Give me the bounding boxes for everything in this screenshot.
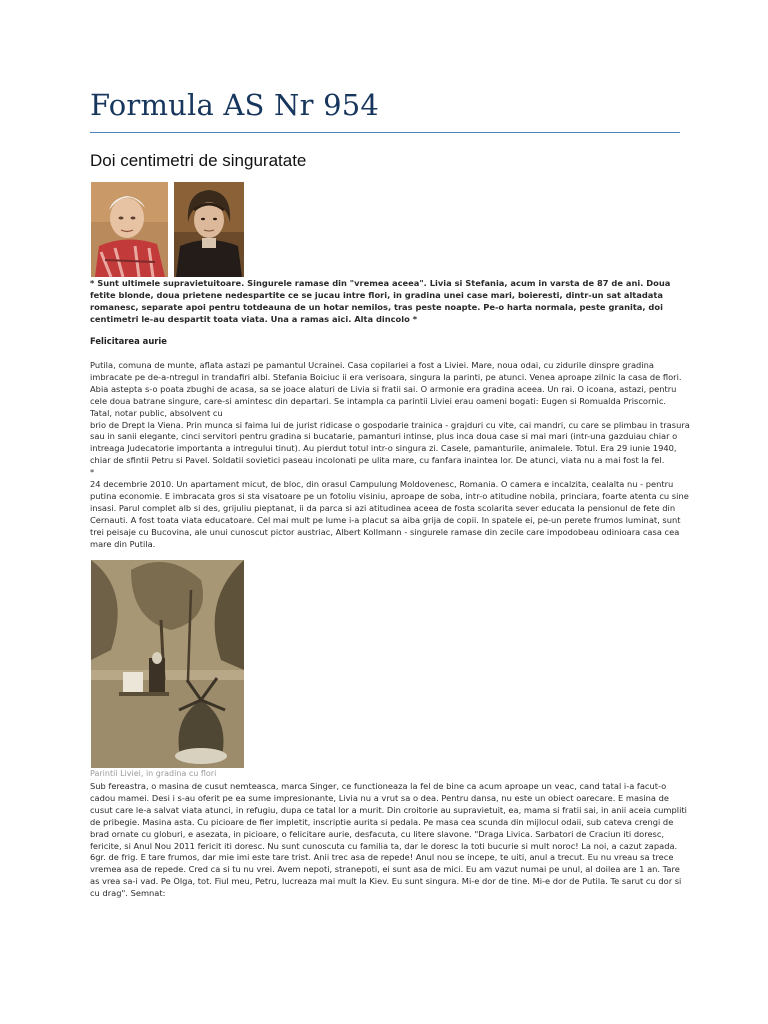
article-intro (90, 278, 690, 326)
article-body-part2 (90, 781, 690, 900)
paragraph: Putila, comuna de munte, aflata astazi pe pamantul Ucrainei. Casa copilariei a fost a Liviei. Mare, noua odai, cu zidurile dinspre gradina imbracate pe de-a-ntregul in trandafiri albi. Stefania Boiciuc ii era verisoara, singura la parinti, pe atunci. Venea aproape zilnic la casa de flori. Abia astepta s-o poata zbughi de acasa, sa se joace alaturi de Livia si fratii sai. O armonie era gradina aceea. Un rai. O icoana, astazi, pentru cele doua batrane singure, care-si amintesc din departari. Se intampla ca parintii Liviei erau oameni bogati: Eugen si Romualda Priscornic. Tatal, notar public, absolvent cu (90, 360, 682, 418)
garden-photo (91, 560, 244, 768)
photo-caption: Parintii Liviei, in gradina cu flori (90, 769, 217, 778)
portrait-photo-stefania (174, 182, 244, 277)
article-body-part1 (90, 360, 690, 551)
paragraph: brio de Drept la Viena. Prin munca si faima lui de jurist ridicase o gospodarie trainica - grajduri cu vite, cai mandri, cu care se plimbau in trasura sau in sanii elegante, cinci servitori pentru gradina si bucatarie, pamanturi intinse, plus inca doua case si mai mari (intr-una gazduiau chiar o intreaga Judecatorie importanta a intregului tinut). Au pierdut totul intr-o singura zi. Casele, pamanturile, animalele. Totul. Era 29 iunie 1940, chiar de sfintii Petru si Pavel. Soldatii sovietici paseau incolonati pe ulita mare, cu fanfara inaintea lor. De atunci, viata nu a mai fost la fel. (90, 419, 690, 466)
title-divider (90, 132, 680, 133)
paragraph: Sub fereastra, o masina de cusut nemteasca, marca Singer, ce functioneaza la fel de bine ca acum aproape un veac, cand tatal i-a facut-o cadou mamei. Desi i s-au oferit pe ea sume impresionante, Livia nu a vrut sa o dea. Pentru dansa, nu este un obiect oarecare. E masina de cusut care le-a salvat viata atunci, in refugiu, dupa ce tatal lor a murit. Din croitorie au supravietuit, ea, mama si fratii sai, in anii aceia cumpliti de pribegie. Masina asta. Cu picioare de fier impletit, inscriptie aurita si pedala. Pe masa cea scunda din mijlocul odaii, sub cateva crengi de brad ornate cu globuri, e asezata, in picioare, o felicitare aurie, desfacuta, cu litere slavone. "Draga Livica. Sarbatori de Craciun iti doresc, fericite, si Anul Nou 2011 fericit iti doresc. Nu sunt cunoscuta cu familia ta, dar le doresc la toti bucurie si mult noroc! La noi, a cazut zapada. 6gr. de frig. E tare frumos, dar mie imi este tare trist. Anii trec asa de repede! Anul nou se incepe, te uiti, anul a trecut. Eu nu vreau sa trece vremea asa de repede. Cred ca si tu nu vrei. Avem nepoti, stranepoti, ei sunt asa de mici. Eu am vazut numai pe unul, al doilea are 1 an. Tare as vrea sa-i vad. Pe Olga, tot. Fiul meu, Petru, lucreaza mai mult la Kiev. Eu sunt singura. Mi-e dor de tine. Mi-e dor de Putila. Te sarut cu dor si cu drag". Semnat: (90, 781, 687, 899)
portrait-photo-livia (91, 182, 168, 277)
separator: * (90, 467, 95, 478)
section-subheading: Felicitarea aurie (90, 336, 167, 346)
article-heading: Doi centimetri de singuratate (90, 151, 307, 170)
page-title: Formula AS Nr 954 (90, 88, 380, 122)
intro-text: * Sunt ultimele supravietuitoare. Singurele ramase din "vremea aceea". Livia si Stefania, acum in varsta de 87 de ani. Doua fetite blonde, doua prietene nedespartite ce se jucau intre flori, in gradina unei case mari, boieresti, dintr-un sat altadata romanesc, separate apoi pentru totdeauna de un hotar nemilos, tras peste noapte. Pe-o harta normala, peste granita, doi centimetri le-au despartit toata viata. Una a ramas aici. Alta dincolo * (90, 278, 671, 324)
paragraph: 24 decembrie 2010. Un apartament micut, de bloc, din orasul Campulung Moldovenesc, Romania. O camera e incalzita, cealalta nu - pentru putina economie. E imbracata gros si sta visatoare pe un fotoliu visiniu, aproape de soba, intr-o atitudine nobila, princiara, foarte atenta cu sine insasi. Parul complet alb si des, grijuliu pieptanat, ii da parca si azi atitudinea aceea de fosta scolarita sever educata la pensionul de fete din Cernauti. A fost toata viata educatoare. Cel mai mult pe lume i-a placut sa aiba grija de copii. In spatele ei, pe-un perete frumos luminat, sunt trei peisaje cu Bucovina, ale unui cunoscut pictor austriac, Albert Kollmann - singurele ramase din zecile care impodobeau odinioara casa cea mare din Putila. (90, 479, 689, 549)
